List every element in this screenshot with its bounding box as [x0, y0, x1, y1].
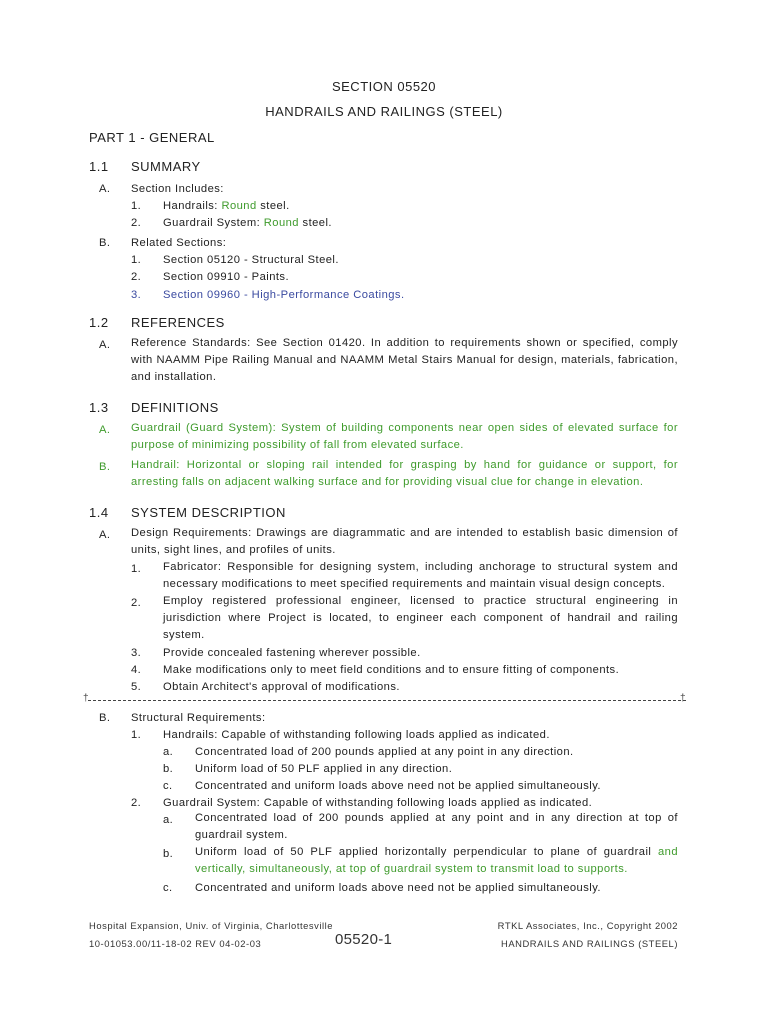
- item-number: 2.: [131, 271, 142, 283]
- item-text: Handrails: Capable of withstanding following loads applied as indicated.: [163, 729, 550, 741]
- article-1-3-title: DEFINITIONS: [131, 400, 219, 415]
- para-text: Handrail: Horizontal or sloping rail intended for grasping by hand for guidance or support, for arresting falls on adjacent walking surface and for providing visual clue for change in elevation.: [131, 459, 678, 488]
- article-1-1-number: 1.1: [89, 159, 109, 174]
- para-label: B.: [99, 712, 111, 724]
- para-label: A.: [99, 529, 111, 541]
- subitem-text: Uniform load of 50 PLF applied in any direction.: [195, 763, 453, 775]
- subitem-letter: a.: [163, 814, 174, 826]
- para-text: Section Includes:: [131, 183, 224, 195]
- item-number: 2.: [131, 597, 142, 609]
- item-text: Employ registered professional engineer, licensed to practice structural engineering in jurisdiction where Project is located, to engineer each component of handrail and railing system.: [163, 595, 678, 641]
- item-text: [163, 216, 332, 230]
- subitem-text: Concentrated load of 200 pounds applied at any point and in any direction at top of guardrail system.: [195, 812, 678, 841]
- footer-section-title: HANDRAILS AND RAILINGS (STEEL): [501, 938, 678, 949]
- para-label: B.: [99, 461, 111, 473]
- item-text-part: steel.: [298, 217, 332, 229]
- item-text: Section 05120 - Structural Steel.: [163, 254, 339, 266]
- item-text: Section 09910 - Paints.: [163, 271, 290, 283]
- section-number: SECTION 05520: [331, 79, 437, 94]
- subitem-letter: c.: [163, 780, 173, 792]
- item-number: 4.: [131, 664, 142, 676]
- item-text: Fabricator: Responsible for designing system, including anchorage to structural system and necessary modifications to meet specified requirements and maintain visual design concepts.: [163, 561, 678, 590]
- para-text: Related Sections:: [131, 237, 227, 249]
- article-1-4-number: 1.4: [89, 505, 109, 520]
- subitem-text: [195, 844, 678, 878]
- subitem-text-part: Uniform load of 50 PLF applied horizontally perpendicular to plane of guardrail: [195, 846, 658, 858]
- subitem-letter: b.: [163, 763, 174, 775]
- item-text-part: Guardrail System:: [163, 217, 264, 229]
- subitem-text: Concentrated and uniform loads above need not be applied simultaneously.: [195, 882, 601, 894]
- article-1-1-title: SUMMARY: [131, 159, 201, 174]
- highlight-text: and vertically, simultaneously, at top of guardrail system to transmit load to supports.: [195, 846, 678, 875]
- article-1-2-title: REFERENCES: [131, 315, 225, 330]
- para-label: B.: [99, 237, 111, 249]
- footer-copyright: RTKL Associates, Inc., Copyright 2002: [497, 920, 678, 931]
- footer-reference: 10-01053.00/11-18-02 REV 04-02-03: [89, 938, 262, 949]
- page-number: 05520-1: [335, 931, 393, 948]
- para-label: A.: [99, 424, 111, 436]
- subitem-letter: a.: [163, 746, 174, 758]
- item-number: 2.: [131, 217, 142, 229]
- item-text: Make modifications only to meet field conditions and to ensure fitting of components.: [163, 664, 620, 676]
- para-text: Reference Standards: See Section 01420. In addition to requirements shown or specified, comply with NAAMM Pipe Railing Manual and NAAMM Metal Stairs Manual for design, materials, fabrication, and installation.: [131, 337, 678, 383]
- item-number: 2.: [131, 797, 142, 809]
- para-text: Design Requirements: Drawings are diagrammatic and are intended to establish basic dimension of units, sight lines, and profiles of units.: [131, 527, 678, 556]
- item-number: 1.: [131, 254, 142, 266]
- item-number: 1.: [131, 200, 142, 212]
- item-number: 3.: [131, 289, 142, 301]
- subitem-text: Concentrated and uniform loads above need not be applied simultaneously.: [195, 780, 601, 792]
- item-text: Provide concealed fastening wherever possible.: [163, 647, 421, 659]
- part-1-heading: PART 1 - GENERAL: [89, 130, 215, 145]
- item-number: 3.: [131, 647, 142, 659]
- para-text: Guardrail (Guard System): System of building components near open sides of elevated surface for purpose of minimizing possibility of fall from elevated surface.: [131, 422, 678, 451]
- item-number: 5.: [131, 681, 142, 693]
- item-number: 1.: [131, 563, 142, 575]
- highlight-text: Round: [263, 217, 299, 229]
- article-1-3-number: 1.3: [89, 400, 109, 415]
- item-text-part: Handrails:: [163, 200, 222, 212]
- revision-divider: [88, 700, 686, 701]
- para-label: A.: [99, 183, 111, 195]
- article-1-4-title: SYSTEM DESCRIPTION: [131, 505, 286, 520]
- item-text-part: steel.: [256, 200, 290, 212]
- item-number: 1.: [131, 729, 142, 741]
- item-text: Guardrail System: Capable of withstanding following loads applied as indicated.: [163, 797, 593, 809]
- para-label: A.: [99, 339, 111, 351]
- section-title: HANDRAILS AND RAILINGS (STEEL): [265, 104, 503, 119]
- item-text: Obtain Architect's approval of modifications.: [163, 681, 400, 693]
- subitem-letter: c.: [163, 882, 173, 894]
- article-1-2-number: 1.2: [89, 315, 109, 330]
- item-text: [163, 199, 290, 213]
- cut-mark-left: †: [83, 693, 89, 704]
- cut-mark-right: †: [680, 693, 686, 704]
- footer-project: Hospital Expansion, Univ. of Virginia, Charlottesville: [89, 920, 334, 931]
- subitem-text: Concentrated load of 200 pounds applied at any point in any direction.: [195, 746, 574, 758]
- para-text: Structural Requirements:: [131, 712, 266, 724]
- item-text: Section 09960 - High-Performance Coatings.: [163, 289, 405, 301]
- subitem-letter: b.: [163, 848, 174, 860]
- highlight-text: Round: [221, 200, 257, 212]
